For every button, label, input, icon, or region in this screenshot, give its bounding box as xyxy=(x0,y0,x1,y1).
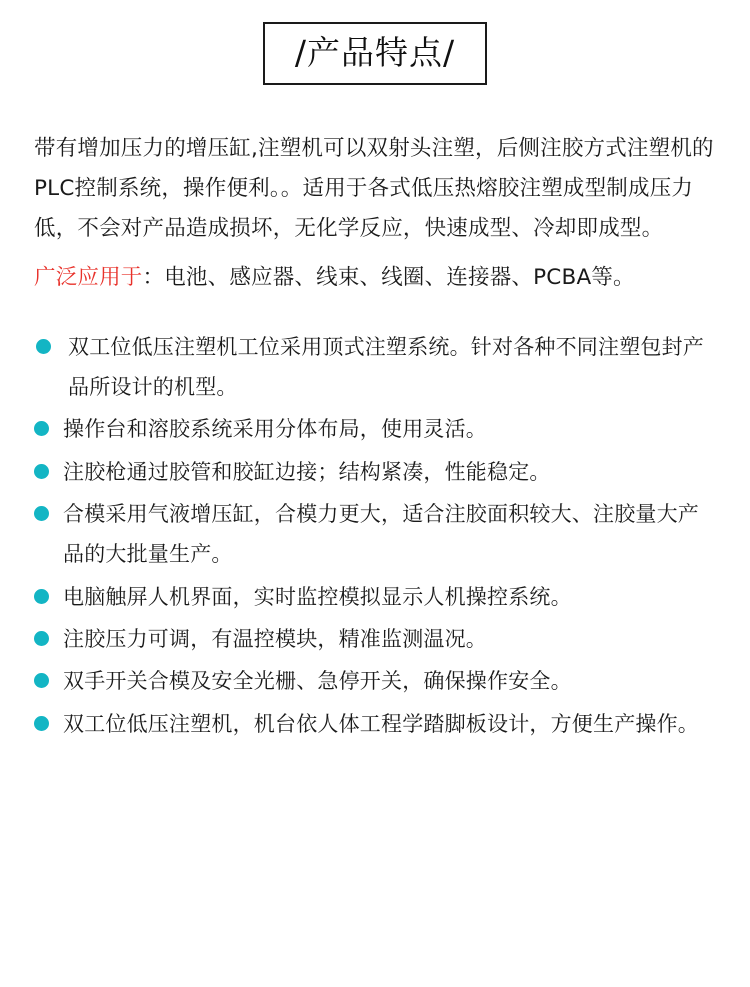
bullet-dot-icon xyxy=(34,421,49,436)
application-label: 广泛应用于 xyxy=(34,265,143,291)
list-item-label: 注胶枪通过胶管和胶缸边接；结构紧凑，性能稳定。 xyxy=(63,459,551,484)
list-item xyxy=(34,452,716,492)
bullet-dot-icon xyxy=(34,589,49,604)
list-item xyxy=(34,409,716,449)
list-item xyxy=(34,494,716,575)
list-item-label: 合模采用气液增压缸，合模力更大，适合注胶面积较大、注胶量大产品的大批量生产。 xyxy=(63,502,699,567)
list-item xyxy=(34,577,716,617)
bullet-dot-icon xyxy=(34,506,49,521)
bullet-dot-icon xyxy=(34,673,49,688)
bullet-dot-icon xyxy=(36,339,51,354)
list-item-label: 双手开关合模及安全光栅、急停开关，确保操作安全。 xyxy=(63,669,572,694)
list-item xyxy=(34,327,716,408)
list-item xyxy=(34,619,716,659)
list-item-label: 双工位低压注塑机，机台依人体工程学踏脚板设计，方便生产操作。 xyxy=(63,711,699,736)
list-item-label: 电脑触屏人机界面，实时监控模拟显示人机操控系统。 xyxy=(63,584,572,609)
bullet-dot-icon xyxy=(34,464,49,479)
page-title-container xyxy=(34,0,716,93)
page-title-box xyxy=(263,22,487,85)
bullet-dot-icon xyxy=(34,716,49,731)
list-item xyxy=(34,704,716,744)
list-item-label: 双工位低压注塑机工位采用顶式注塑系统。针对各种不同注塑包封产品所设计的机型。 xyxy=(68,334,704,400)
application-separator: ： xyxy=(142,265,165,291)
bullet-dot-icon xyxy=(34,631,49,646)
feature-list xyxy=(34,327,716,744)
page-title: /产品特点/ xyxy=(294,33,456,72)
intro-paragraph: 带有增加压力的增压缸,注塑机可以双射头注塑，后侧注胶方式注塑机的 PLC控制系统，操作便利。。适用于各式低压热熔胶注塑成型制成压力低，不会对产品造成损坏，无化学反应，快速成型、冷却即成型。 xyxy=(34,136,714,241)
application-line xyxy=(34,260,716,297)
list-item-label: 注胶压力可调，有温控模块，精准监测温况。 xyxy=(63,627,487,652)
application-content: 电池、感应器、线束、线圈、连接器、PCBA等。 xyxy=(164,265,635,291)
list-item-label: 操作台和溶胶系统采用分体布局，使用灵活。 xyxy=(63,417,487,442)
list-item xyxy=(34,661,716,701)
